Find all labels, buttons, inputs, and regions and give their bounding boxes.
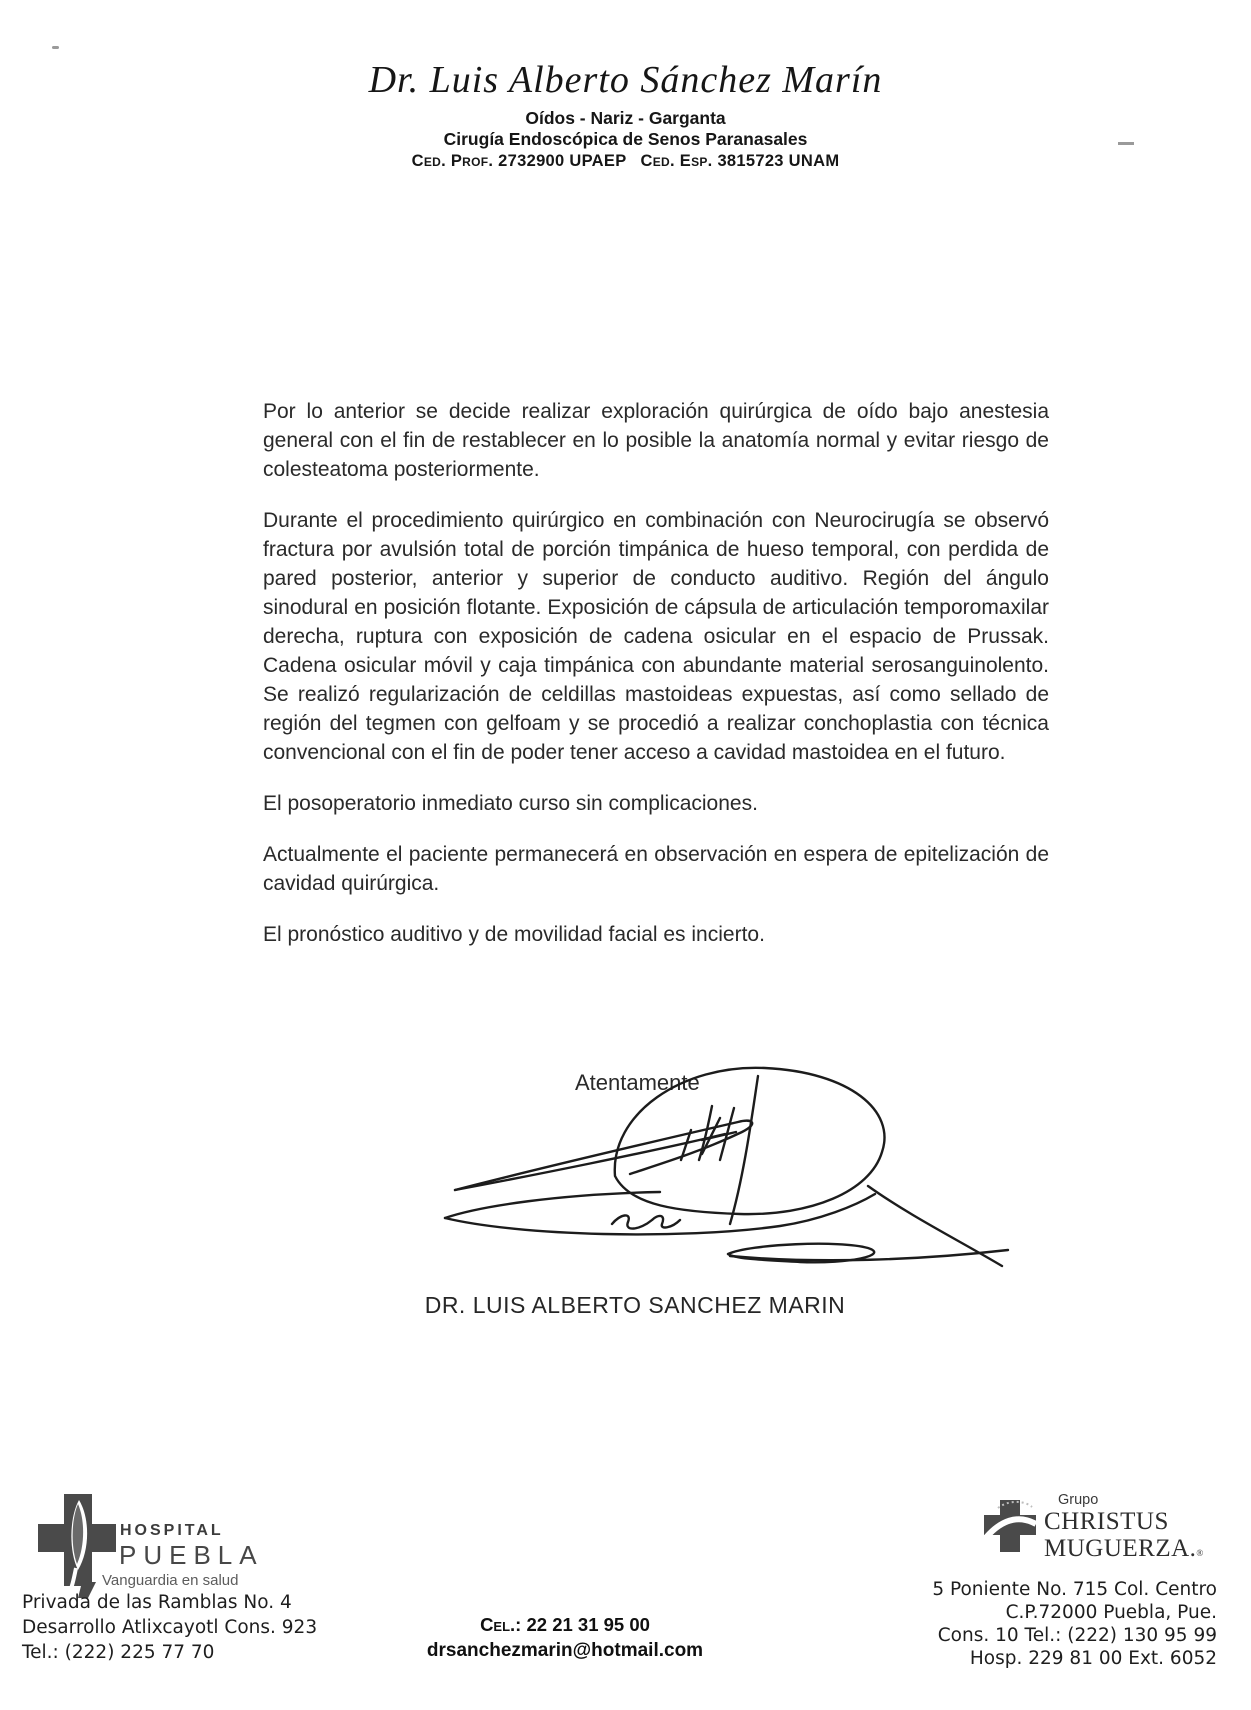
christus-name-line1: CHRISTUS xyxy=(1044,1508,1169,1535)
paragraph: El posoperatorio inmediato curso sin complicaciones. xyxy=(263,792,758,815)
paragraph: El pronóstico auditivo y de movilidad facial es incierto. xyxy=(263,923,765,946)
signature-name: DR. LUIS ALBERTO SANCHEZ MARIN xyxy=(424,1292,846,1318)
hospital-puebla-address xyxy=(22,1590,317,1665)
address-line: Desarrollo Atlixcayotl Cons. 923 xyxy=(22,1617,318,1638)
paragraph: Actualmente el paciente permanecerá en observación en espera de epitelización de cavidad quirúrgica. xyxy=(263,843,1049,895)
christus-muguerza-address xyxy=(932,1578,1217,1670)
specialty-line-2: Cirugía Endoscópica de Senos Paranasales xyxy=(443,129,808,149)
email-address: drsanchezmarin@hotmail.com xyxy=(426,1640,704,1661)
doctor-contact xyxy=(385,1614,745,1662)
address-line: Hosp. 229 81 00 Ext. 6052 xyxy=(969,1648,1217,1669)
signature-image xyxy=(420,1056,1020,1316)
hospital-puebla-name-line1: HOSPITAL xyxy=(120,1522,224,1539)
scan-artifact xyxy=(52,46,59,49)
christus-muguerza-wordmark xyxy=(1044,1492,1204,1567)
phone-number: 22 21 31 95 00 xyxy=(526,1614,650,1635)
specialty-line-1: Oídos - Nariz - Garganta xyxy=(525,108,726,128)
christus-cross-icon xyxy=(984,1498,1036,1556)
phone-line xyxy=(385,1614,745,1636)
credential-esp: Ced. Esp. 3815723 UNAM xyxy=(640,152,840,170)
address-line: C.P.72000 Puebla, Pue. xyxy=(1005,1602,1217,1623)
address-line: Privada de las Ramblas No. 4 xyxy=(22,1592,292,1613)
report-body xyxy=(263,397,1049,971)
phone-label: Cel.: xyxy=(480,1614,522,1635)
paragraph: Durante el procedimiento quirúrgico en combinación con Neurocirugía se observó fractura por avulsión total de porción timpánica de hueso temporal, con perdida de pared posterior, anterior y superior de conducto auditivo. Región del ángulo sinodural en posición flotante. Exposición de cápsula de articulación temporomaxilar derecha, ruptura con exposición de cadena osicular en el espacio de Prussak. Cadena osicular móvil y caja timpánica con abundante material serosanguinolento. Se realizó regularización de celdillas mastoideas expuestas, así como sellado de región del tegmen con gelfoam y se procedió a realizar conchoplastia con técnica convencional con el fin de poder tener acceso a cavidad mastoidea en el futuro. xyxy=(263,509,1049,764)
paragraph: Por lo anterior se decide realizar exploración quirúrgica de oído bajo anestesia general con el fin de restablecer en lo posible la anatomía normal y evitar riesgo de colesteatoma posteriormente. xyxy=(263,400,1049,481)
hospital-puebla-name-line2: PUEBLA xyxy=(119,1540,264,1570)
credential-prof: Ced. Prof. 2732900 UPAEP xyxy=(411,152,627,170)
credentials-line xyxy=(0,152,1251,171)
christus-name-line2: MUGUERZA.® xyxy=(1044,1535,1204,1562)
doctor-name: Dr. Luis Alberto Sánchez Marín xyxy=(368,59,883,101)
address-line: Cons. 10 Tel.: (222) 130 95 99 xyxy=(937,1625,1217,1646)
christus-group-label: Grupo xyxy=(1058,1492,1099,1508)
address-line: 5 Poniente No. 715 Col. Centro xyxy=(932,1579,1217,1600)
salutation: Atentamente xyxy=(575,1070,700,1095)
registered-mark: ® xyxy=(1196,1548,1204,1558)
address-line: Tel.: (222) 225 77 70 xyxy=(22,1642,215,1663)
hospital-puebla-tagline: Vanguardia en salud xyxy=(102,1572,239,1589)
letterhead xyxy=(0,58,1251,171)
